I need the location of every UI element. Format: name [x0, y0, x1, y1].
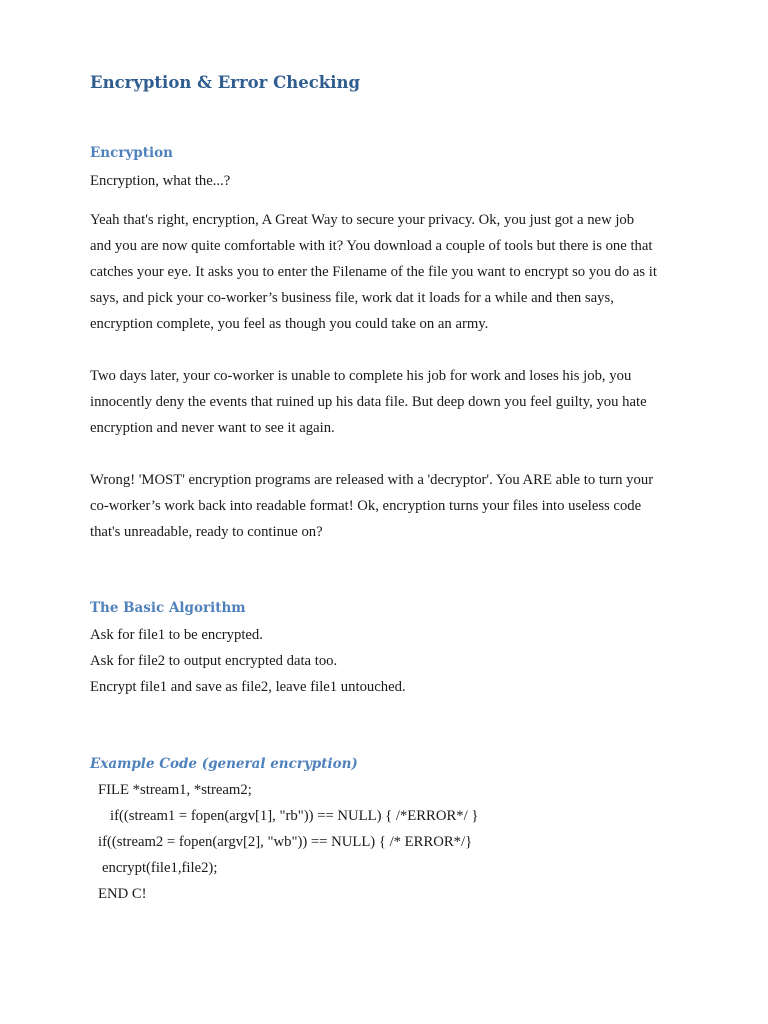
paragraph-1-line: says, and pick your co-worker’s business file, work dat it loads for a while and then says, — [90, 290, 614, 306]
code-line: if((stream1 = fopen(argv[1], "rb")) == NULL) { /*ERROR*/ } — [110, 808, 479, 824]
paragraph-3-line: Wrong! 'MOST' encryption programs are released with a 'decryptor'. You ARE able to turn your — [90, 472, 654, 488]
paragraph-3-line: that's unreadable, ready to continue on? — [90, 524, 323, 540]
code-line: encrypt(file1,file2); — [102, 860, 218, 876]
code-line: END C! — [98, 886, 147, 902]
algorithm-step: Encrypt file1 and save as file2, leave file1 untouched. — [90, 679, 406, 695]
document-title: Encryption & Error Checking — [90, 73, 361, 92]
algorithm-step: Ask for file1 to be encrypted. — [90, 627, 263, 643]
heading-basic-algorithm: The Basic Algorithm — [90, 600, 246, 616]
paragraph-1-line: Yeah that's right, encryption, A Great Way to secure your privacy. Ok, you just got a new job — [90, 212, 635, 228]
paragraph-1-line: and you are now quite comfortable with it? You download a couple of tools but there is one that — [90, 238, 653, 254]
paragraph-1-line: catches your eye. It asks you to enter the Filename of the file you want to encrypt so you do as it — [90, 264, 657, 280]
paragraph-2-line: innocently deny the events that ruined up his data file. But deep down you feel guilty, you hate — [90, 394, 647, 410]
paragraph-1-line: encryption complete, you feel as though you could take on an army. — [90, 316, 489, 332]
code-line: FILE *stream1, *stream2; — [98, 782, 252, 798]
paragraph-3-line: co-worker’s work back into readable format! Ok, encryption turns your files into useless code — [90, 498, 642, 514]
paragraph-2-line: encryption and never want to see it again. — [90, 420, 335, 436]
heading-encryption: Encryption — [90, 145, 173, 161]
algorithm-step: Ask for file2 to output encrypted data too. — [90, 653, 338, 669]
paragraph-2-line: Two days later, your co-worker is unable to complete his job for work and loses his job, you — [90, 368, 632, 384]
heading-example-code: Example Code (general encryption) — [90, 756, 358, 772]
encryption-lead: Encryption, what the...? — [90, 173, 231, 189]
code-line: if((stream2 = fopen(argv[2], "wb")) == NULL) { /* ERROR*/} — [98, 834, 473, 850]
